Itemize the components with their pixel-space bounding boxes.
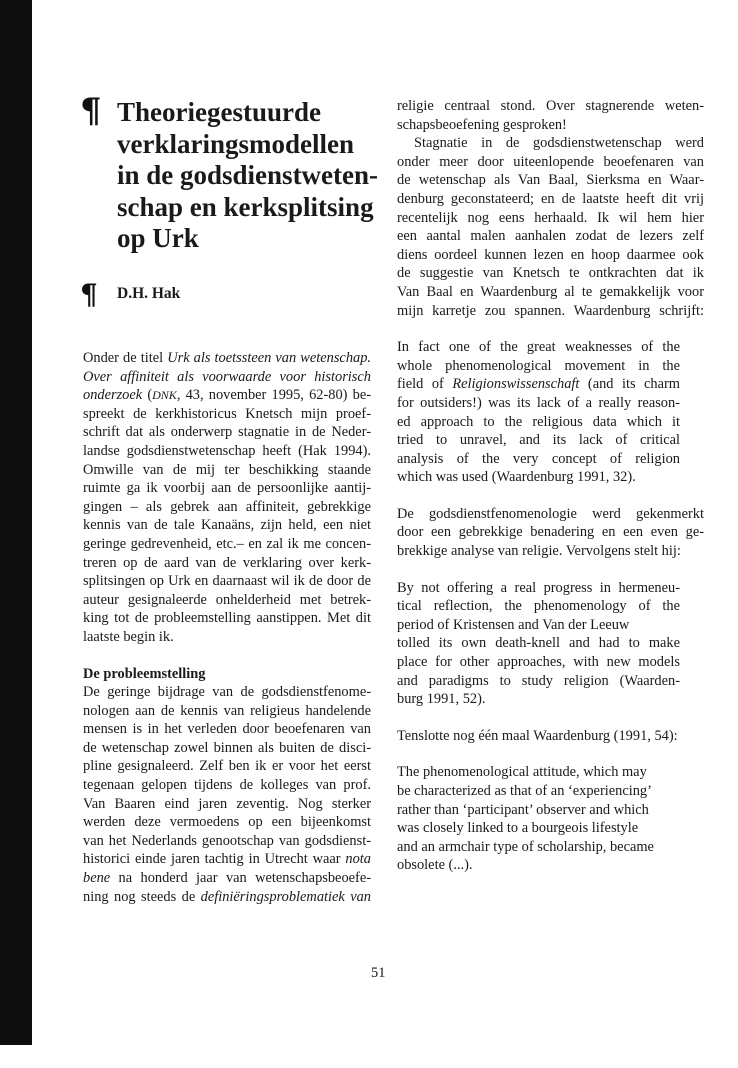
block-quote-1: In fact one of the great weaknesses of the whole phenomenological movement in the field of Religionswissenschaft (and its charm for outsiders!) was its lack of a really reason- ed approach to the religious data which it tried to unravel, and its lack of critical analysis of the very concept of religion which was used (Waardenburg 1991, 32). [397,339,680,486]
body-paragraph-2: Stagnatie in de godsdienstwetenschap werd onder meer door uiteenlopende beoefenaren van de wetenschap als Van Baal, Sierksma en Waar- denburg geconstateerd; en de laatste heeft dit vrij recentelijk nog eens herhaald. Ik wil hem hier een aantal malen aanhalen zodat de lezers zelf diens oordeel kunnen lezen en hoop daarmee ook de suggestie van Knetsch te ontkrachten dat ik Van Baal en Waardenburg al te gemakkelijk voor mijn karretje zou spannen. Waardenburg schrijft: [397,135,704,319]
title-pilcrow-icon: ¶ [80,91,102,131]
continuation-paragraph: religie centraal stond. Over stagnerende weten- schapsbeoefening gesproken! [397,98,704,133]
section-heading: De probleemstelling [83,665,206,682]
block-quote-2: By not offering a real progress in hermeneu- tical reflection, the phenomenology of the period of Kristensen and Van der Leeuw tolled its own death-knell and had to make place for other approaches, with new models and paradigms to study religion (Waarden- burg 1991, 52). [397,579,680,708]
body-paragraph-4: Tenslotte nog één maal Waardenburg (1991, 54): [397,727,678,744]
section-paragraph: De geringe bijdrage van de godsdienstfenome- nologen aan de kennis van religieus handelende mensen is in het verleden door beoefenaren van de wetenschap zowel binnen als buiten de disci- pline gesignaleerd. Zelf ben ik er voor het eerst tegenaan gelopen tijdens de kolleges van prof. Van Baaren eind jaren zeventig. Nog sterker werden deze vermoedens op een bijeenkomst van het Nederlands genootschap van godsdienst- historici einde jaren tachtig in Utrecht waar nota bene na honderd jaar van wetenschapsbeoefe- ning nog steeds de definiëringsproblematiek van [83,684,371,905]
author-name: D.H. Hak [117,285,181,302]
author-pilcrow-icon: ¶ [80,278,98,311]
intro-paragraph: Onder de titel Urk als toetssteen van wetenschap. Over affiniteit als voorwaarde voor historisch onderzoek (DNK, 43, november 1995, 62-80) be- spreekt de kerkhistoricus Knetsch mijn proef- schrift dat als onderwerp stagnatie in de Neder- landse godsdienstwetenschap heeft (Hak 1994). Omwille van de mij ter beschikking staande ruimte ga ik voorbij aan de persoonlijke aantij- gingen – als gebrek aan affiniteit, gebrekkige kennis van de tale Kanaäns, zijn held, een niet geringe gedrevenheid, etc.– en zal ik me concen- treren op de aard van de verklaring over kerk- splitsingen op Urk en daarnaast wil ik de door de auteur gesignaleerde onhelderheid met betrek- king tot de probleemstelling aanstippen. Met dit laatste begin ik. [83,350,372,645]
left-column [83,349,371,906]
body-paragraph-3: De godsdienstfenomenologie werd gekenmerkt door een gebrekkige benadering en een even ge- brekkige analyse van religie. Vervolgens stelt hij: [397,505,704,560]
block-quote-3: The phenomenological attitude, which may be characterized as that of an ‘experiencing’ rather than ‘participant’ observer and which was closely linked to a bourgeois lifestyle and an armchair type of scholarship, became obsolete (...). [397,764,654,874]
page-number: 51 [371,965,386,981]
scan-edge [0,0,32,1045]
page-title: Theoriegestuurde verklaringsmodellen in de godsdienstweten- schap en kerksplitsing op Urk [117,97,379,253]
right-column [397,97,704,875]
